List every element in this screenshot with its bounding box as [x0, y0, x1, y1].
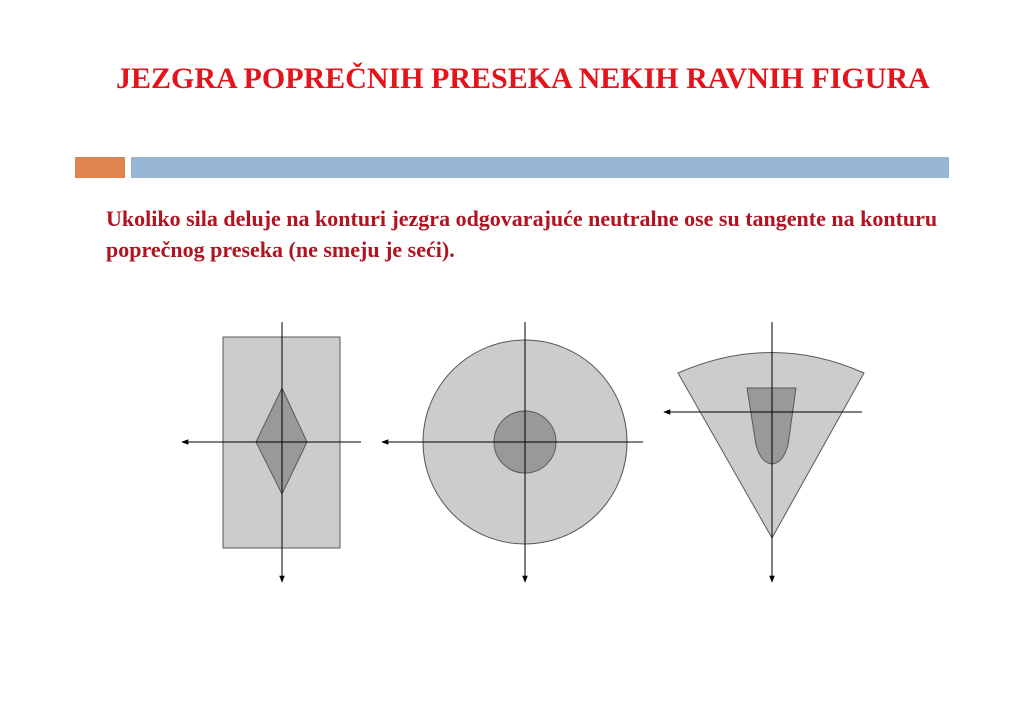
sector-figure [664, 322, 864, 582]
slide-title: JEZGRA POPREČNIH PRESEKA NEKIH RAVNIH FIGURA [116, 62, 930, 95]
rectangle-figure [182, 322, 361, 582]
slide-body-text: Ukoliko sila deluje na konturi jezgra odgovarajuće neutralne ose su tangente na konturu poprečnog preseka (ne smeju je seći). [106, 206, 938, 262]
circle-figure [382, 322, 643, 582]
